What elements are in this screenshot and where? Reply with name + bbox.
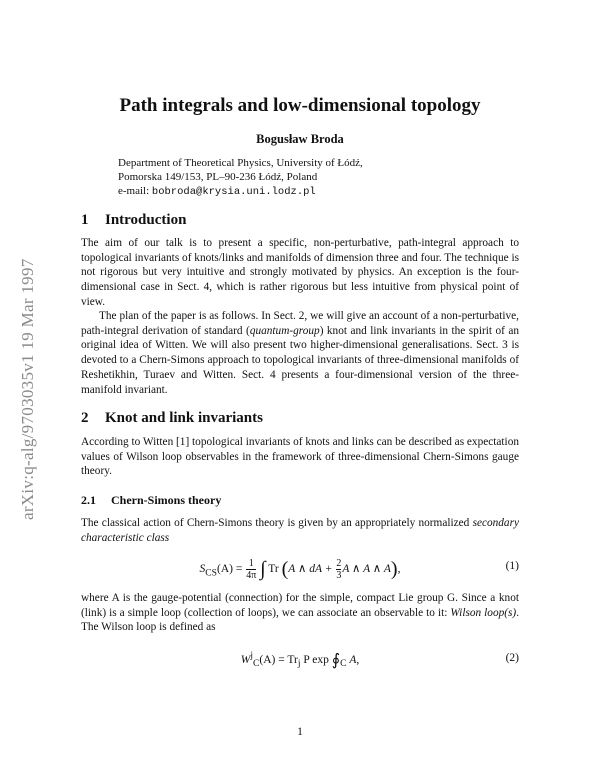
eq1-fraction-1 [246, 558, 256, 581]
page-number: 1 [297, 726, 303, 738]
affiliation-line-1: Department of Theoretical Physics, University of Łódź, [118, 157, 363, 169]
subsection-2-1-paragraph-1 [81, 516, 519, 545]
section-2-heading [81, 410, 263, 427]
eq1-fraction-2 [336, 558, 341, 581]
eq1-tail: , [397, 563, 401, 576]
eq2-subscript: C [253, 658, 260, 670]
subsection-2-1-paragraph-1-text: The classical action of Chern-Simons theory is given by an appropriately normalized [81, 517, 473, 529]
wilson-loops-emphasis: Wilson loop(s) [450, 606, 517, 619]
contour-integral-symbol: ∮ [331, 652, 341, 670]
secondary-characteristic-class-emphasis: secondary characteristic class [81, 517, 519, 544]
eq1-frac2-numerator: 2 [336, 558, 342, 569]
equation-2 [81, 644, 519, 674]
equation-1-body [81, 558, 519, 581]
eq1-argument: (A) = [216, 563, 243, 576]
section-2-title: Knot and link invariants [105, 410, 263, 426]
equation-1 [81, 552, 519, 582]
eq2-superscript: j [250, 650, 254, 661]
section-1-paragraph-2-text-b: ) knot and link invariants in the spirit of an original idea of Witten. We will also present two higher-dimensional generalisations. Sect. 3 is devoted to a Chern-Simons approach to topological invariants of three-dimensional manifolds of Reshetikhin, Turaev and Witten. Sect. 4 presents a four-dimensional version of the three-manifold invariant. [81, 324, 519, 396]
equation-2-body [81, 650, 519, 670]
eq1-lhs: S [199, 563, 206, 576]
section-1-paragraph-1: The aim of our talk is to present a specific, non-perturbative, path-integral approach to topological invariants of knots/links and manifolds of dimension three and four. The technique is not rigorous but very intuitive and strongly motivated by physics. An exception is the four-dimensional case in Sect. 4, which is rather rigorous but less intuitive from physical point of view. [81, 237, 519, 308]
eq2-trace-subscript: j [297, 658, 301, 670]
paper-title: Path integrals and low-dimensional topology [119, 95, 481, 116]
equation-1-label: (1) [505, 560, 519, 572]
eq1-trace: Tr [268, 563, 279, 576]
author-name: Bogusław Broda [256, 132, 344, 146]
eq1-right-paren: ) [390, 558, 398, 580]
email-label: e-mail: [118, 185, 150, 197]
section-1-paragraph-2 [81, 309, 519, 397]
subsection-2-1-paragraph-2-text-a: where A is the gauge-potential (connection) for the simple, compact Lie group G. Since a knot (link) is a simple loop (collection of loops), we can associate an observable to it: [81, 592, 519, 619]
eq2-middle: (A) = Tr [259, 653, 298, 666]
eq1-frac1-denominator: 4π [246, 570, 257, 581]
section-2-number: 2 [81, 410, 89, 426]
subsection-2-1-heading [81, 493, 221, 508]
eq2-tail: A, [349, 653, 360, 666]
eq1-left-paren: ( [281, 558, 289, 580]
equation-2-label: (2) [505, 652, 519, 664]
subsection-2-1-paragraph-2 [81, 591, 519, 635]
arxiv-stamp: arXiv:q-alg/9703035v1 19 Mar 1997 [18, 258, 37, 520]
email-address[interactable]: bobroda@krysia.uni.lodz.pl [151, 186, 316, 198]
affiliation-block [118, 156, 363, 199]
section-1-paragraph-2-text-a: The plan of the paper is as follows. In Sect. 2, we will give an account of a non-perturbative, path-integral derivation of standard ( [81, 310, 519, 337]
section-1-number: 1 [81, 212, 89, 228]
integral-symbol: ∫ [260, 558, 266, 580]
eq2-rest: P exp [303, 653, 329, 666]
subsection-2-1-paragraph-2-text-b: . The Wilson loop is defined as [81, 606, 520, 634]
eq1-inner-b: A ∧ A ∧ A [342, 563, 391, 576]
section-2-paragraph-1: According to Witten [1] topological invariants of knots and links can be described as expectation values of Wilson loop observables in the framework of three-dimensional Chern-Simons gauge theory. [81, 436, 519, 478]
section-1-heading [81, 212, 186, 229]
subsection-2-1-title: Chern-Simons theory [111, 493, 222, 507]
eq2-lhs: W [240, 653, 251, 666]
section-1-title: Introduction [105, 212, 187, 228]
eq2-contour-subscript: C [340, 658, 347, 670]
subsection-2-1-number: 2.1 [81, 493, 96, 507]
eq1-frac2-denominator: 3 [336, 570, 342, 581]
eq1-frac1-numerator: 1 [248, 558, 254, 569]
quantum-group-emphasis: quantum-group [249, 324, 320, 337]
affiliation-line-2: Pomorska 149/153, PL–90-236 Łódź, Poland [118, 171, 318, 183]
eq1-inner-a: A ∧ dA + [288, 563, 333, 576]
eq1-subscript: CS [205, 567, 217, 579]
affiliation-email-line [118, 184, 363, 199]
